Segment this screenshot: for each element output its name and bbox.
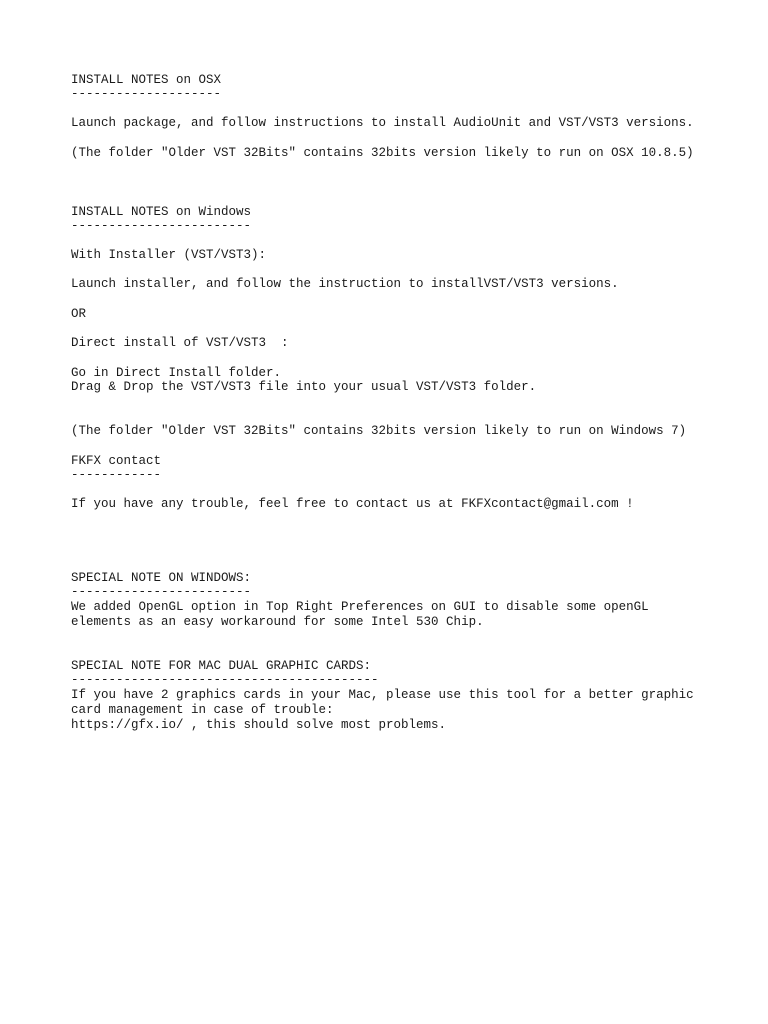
special-windows-rule: ------------------------	[71, 585, 252, 599]
special-mac-line2: card management in case of trouble:	[71, 703, 334, 717]
special-windows-line2: elements as an easy workaround for some Intel 530 Chip.	[71, 615, 484, 629]
windows-older-text: (The folder "Older VST 32Bits" contains 32bits version likely to run on Windows 7)	[71, 424, 687, 438]
special-windows-line1: We added OpenGL option in Top Right Preferences on GUI to disable some openGL	[71, 600, 649, 614]
special-windows-heading: SPECIAL NOTE ON WINDOWS:	[71, 571, 252, 585]
osx-rule: --------------------	[71, 87, 222, 101]
windows-launch-installer: Launch installer, and follow the instruction to installVST/VST3 versions.	[71, 277, 619, 291]
windows-direct-install: Direct install of VST/VST3 :	[71, 336, 289, 350]
windows-go-in: Go in Direct Install folder.	[71, 366, 282, 380]
windows-heading: INSTALL NOTES on Windows	[71, 205, 252, 219]
contact-text: If you have any trouble, feel free to contact us at FKFXcontact@gmail.com !	[71, 497, 634, 511]
osx-older-text: (The folder "Older VST 32Bits" contains 32bits version likely to run on OSX 10.8.5)	[71, 146, 694, 160]
osx-heading: INSTALL NOTES on OSX	[71, 73, 222, 87]
special-mac-rule: -----------------------------------------	[71, 673, 379, 687]
special-mac-line3: https://gfx.io/ , this should solve most problems.	[71, 718, 447, 732]
contact-rule: ------------	[71, 468, 162, 482]
windows-or: OR	[71, 307, 87, 321]
windows-drag-drop: Drag & Drop the VST/VST3 file into your usual VST/VST3 folder.	[71, 380, 537, 394]
windows-with-installer: With Installer (VST/VST3):	[71, 248, 267, 262]
special-mac-line1: If you have 2 graphics cards in your Mac, please use this tool for a better graphic	[71, 688, 694, 702]
contact-heading: FKFX contact	[71, 454, 162, 468]
windows-rule: ------------------------	[71, 219, 252, 233]
special-mac-heading: SPECIAL NOTE FOR MAC DUAL GRAPHIC CARDS:	[71, 659, 372, 673]
osx-launch-text: Launch package, and follow instructions to install AudioUnit and VST/VST3 versions.	[71, 116, 694, 130]
